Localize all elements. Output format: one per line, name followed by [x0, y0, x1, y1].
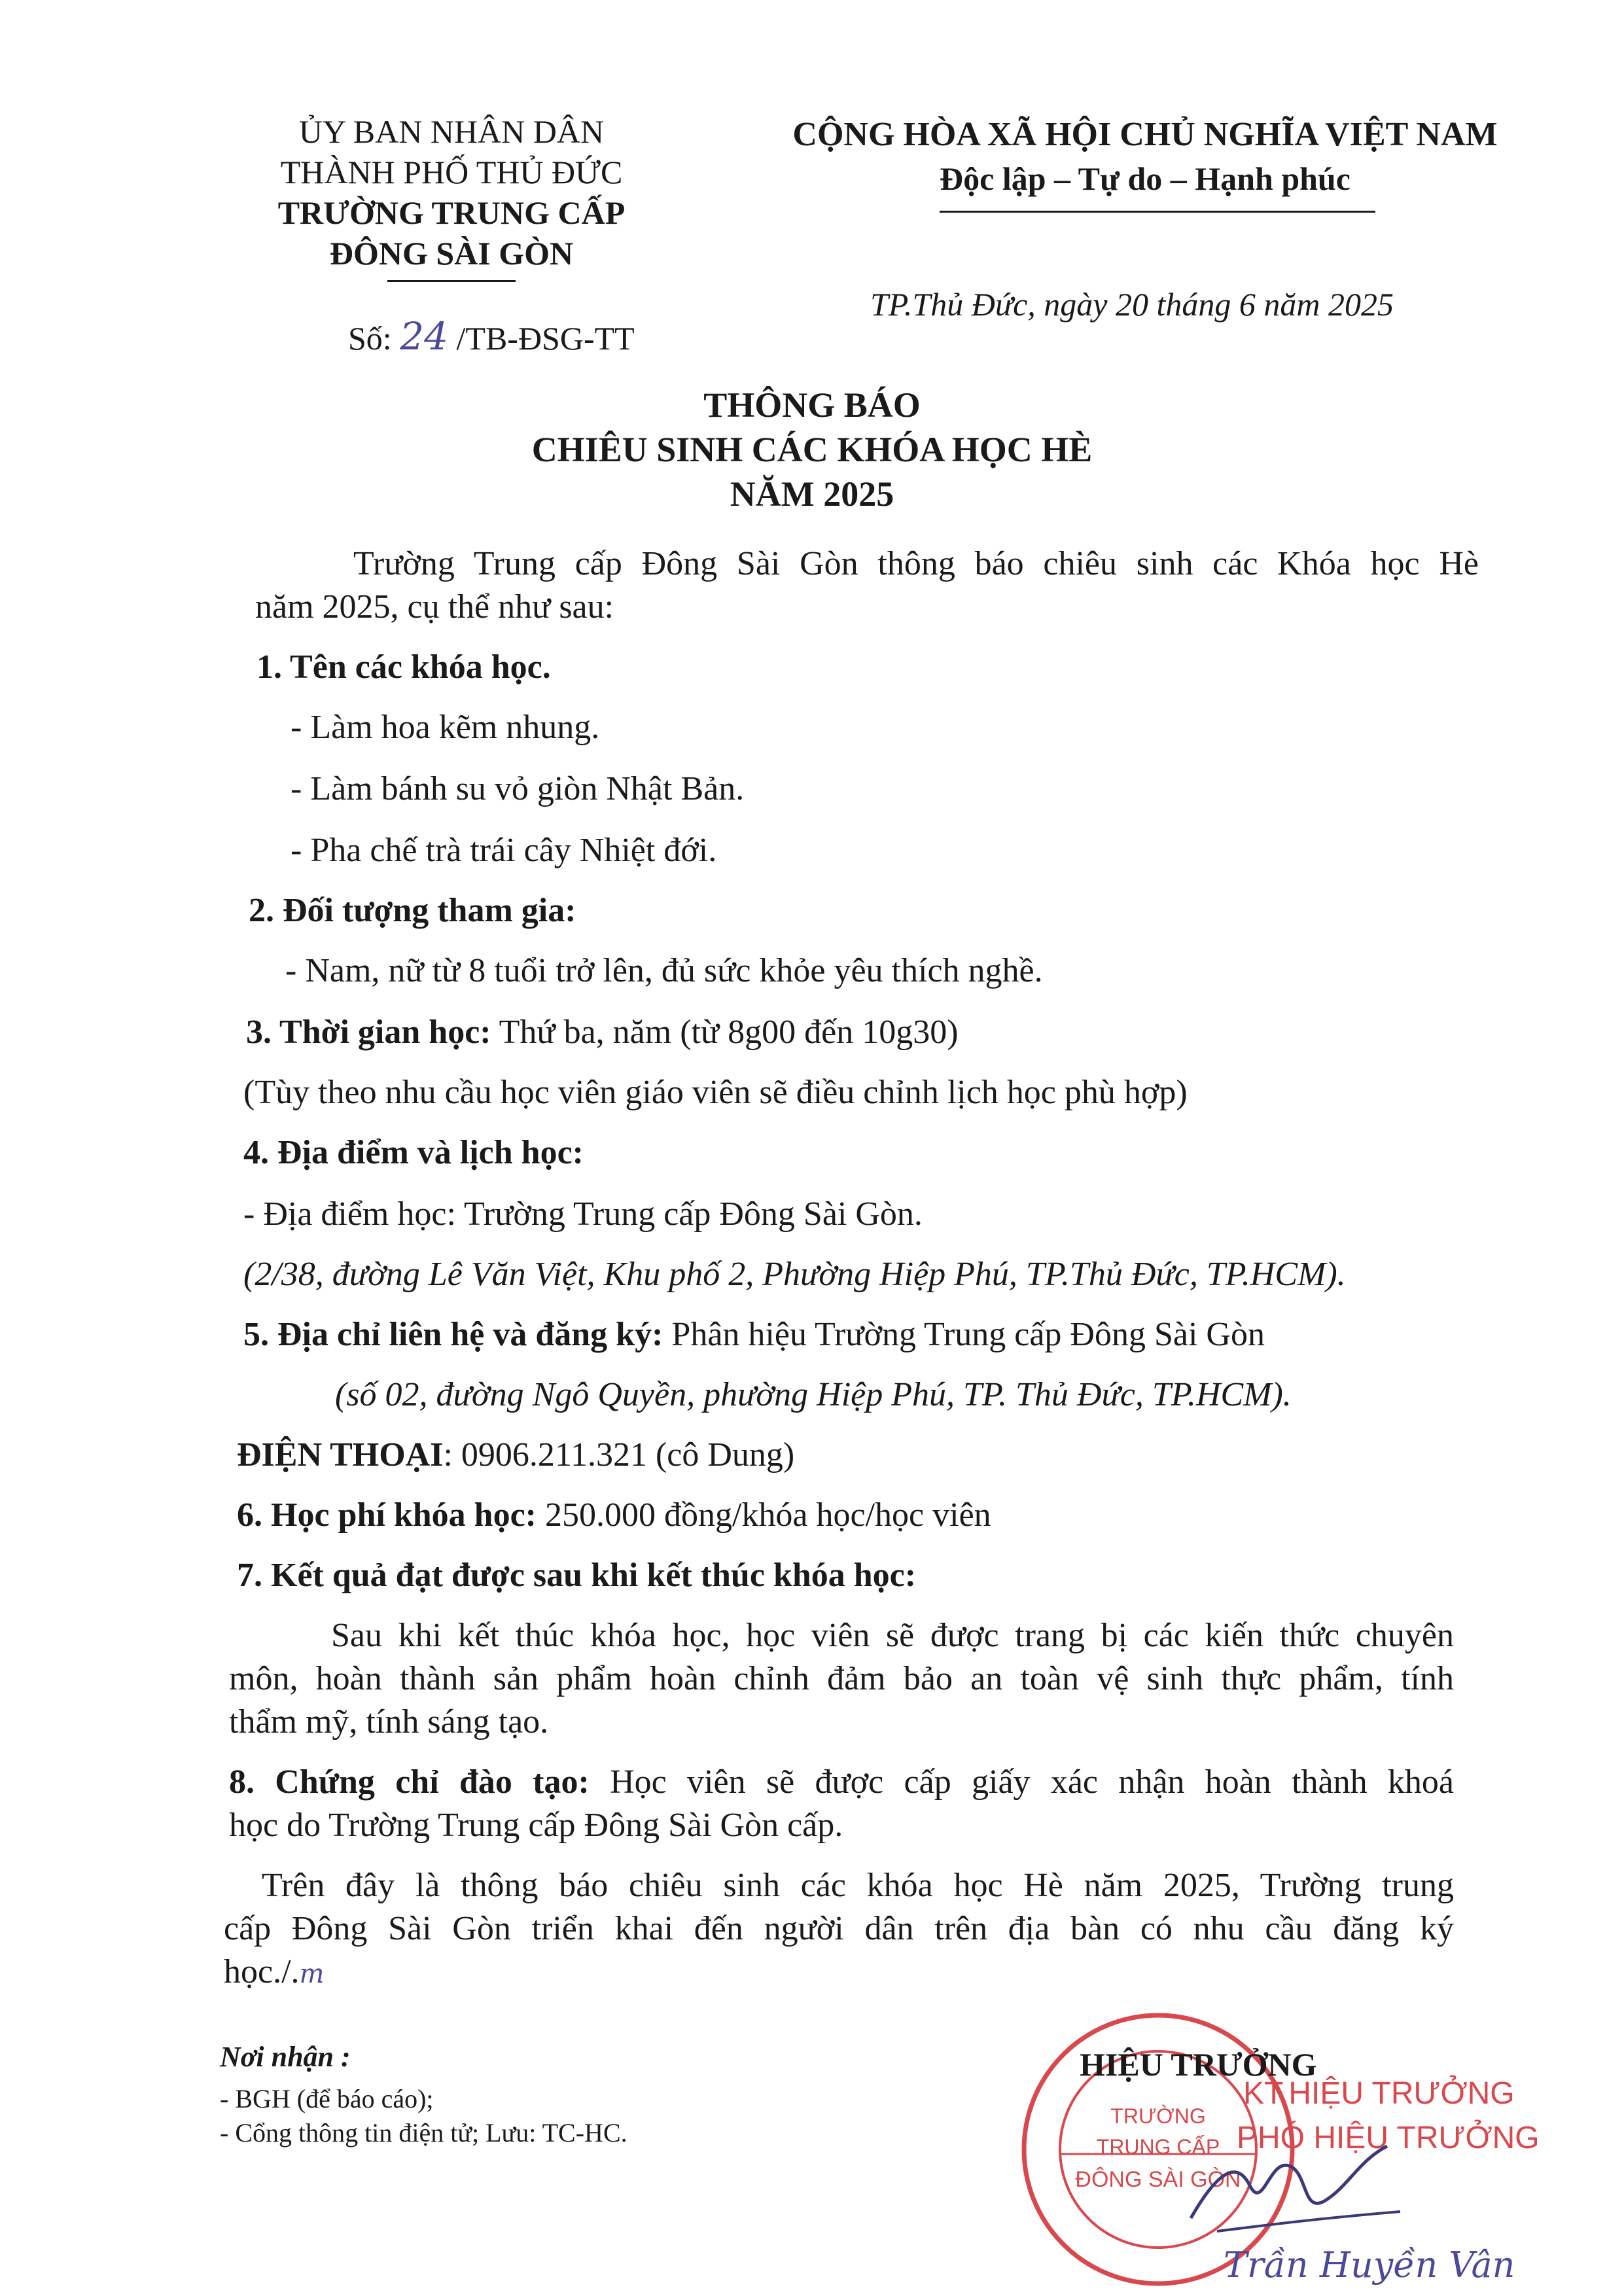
section-3-label: 3. Thời gian học: [246, 1014, 491, 1051]
section-5-line [243, 1315, 1265, 1354]
outcome-line2: môn, hoàn thành sản phẩm hoàn chỉnh đảm bảo an toàn vệ sinh thực phẩm, tính [229, 1660, 1454, 1697]
recipient-item: - Cổng thông tin điện tử; Lưu: TC-HC. [220, 2118, 627, 2147]
header-left-underline [387, 280, 516, 282]
course-item: - Làm hoa kẽm nhung. [291, 709, 600, 746]
national-motto: Độc lập – Tự do – Hạnh phúc [940, 160, 1350, 197]
section-6-label: 6. Học phí khóa học: [237, 1496, 537, 1534]
recipients-heading: Nơi nhận : [220, 2041, 351, 2073]
recipient-item: - BGH (để báo cáo); [220, 2084, 434, 2113]
course-item: - Làm bánh su vỏ giòn Nhật Bản. [291, 770, 745, 807]
section-5-text: Phân hiệu Trường Trung cấp Đông Sài Gòn [663, 1316, 1265, 1353]
section-4-heading: 4. Địa điểm và lịch học: [243, 1134, 584, 1171]
location-item: - Địa điểm học: Trường Trung cấp Đông Sài Gòn. [243, 1195, 923, 1233]
intro-line2: năm 2025, cụ thể như sau: [255, 588, 614, 626]
document-number [348, 314, 635, 359]
place-date: TP.Thủ Đức, ngày 20 tháng 6 năm 2025 [870, 286, 1394, 323]
section-8-label: 8. Chứng chỉ đào tạo: [229, 1763, 590, 1801]
signer-name: Trần Huyền Vân [1224, 2244, 1515, 2286]
doc-year: NĂM 2025 [730, 474, 894, 514]
section-3-line [246, 1013, 959, 1051]
course-item: - Pha chế trà trái cây Nhiệt đới. [291, 832, 717, 869]
phone-line [237, 1436, 794, 1474]
country-name: CỘNG HÒA XÃ HỘI CHỦ NGHĨA VIỆT NAM [792, 116, 1498, 153]
signature-title: HIỆU TRƯỞNG [1080, 2046, 1317, 2083]
number-suffix: /TB-ĐSG-TT [456, 320, 635, 357]
section-8-text: Học viên sẽ được cấp giấy xác nhận hoàn thành khoá [589, 1763, 1454, 1801]
phone-number: : 0906.211.321 (cô Dung) [443, 1436, 795, 1474]
closing-line1: Trên đây là thông báo chiêu sinh các khóa học Hè năm 2025, Trường trung [262, 1867, 1454, 1904]
handwritten-initials: m [299, 1959, 325, 1989]
number-prefix: Số: [348, 320, 392, 357]
motto-underline [940, 211, 1375, 213]
section-3-text: Thứ ba, năm (từ 8g00 đến 10g30) [491, 1014, 959, 1051]
section-2-heading: 2. Đối tượng tham gia: [249, 892, 576, 929]
section-6-line [237, 1496, 991, 1534]
tuition-fee: 250.000 đồng/khóa học/học viên [536, 1496, 991, 1534]
contact-address: (số 02, đường Ngô Quyền, phường Hiệp Phú, TP. Thủ Đức, TP.HCM). [335, 1376, 1292, 1413]
closing-line2: cấp Đông Sài Gòn triển khai đến người dân trên địa bàn có nhu cầu đăng ký [224, 1910, 1454, 1947]
stamp-role: PHÓ HIỆU TRƯỞNG [1237, 2121, 1540, 2155]
number-value: 24 [400, 314, 449, 359]
signature-scribble [1178, 2120, 1413, 2251]
city-name: THÀNH PHỐ THỦ ĐỨC [280, 154, 623, 190]
section-5-label: 5. Địa chỉ liên hệ và đăng ký: [243, 1316, 663, 1353]
section-8-line [229, 1763, 1454, 1801]
school-name-line1: TRƯỜNG TRUNG CẤP [277, 194, 626, 231]
section-7-heading: 7. Kết quả đạt được sau khi kết thúc khóa học: [237, 1557, 917, 1594]
intro-line1: Trường Trung cấp Đông Sài Gòn thông báo chiêu sinh các Khóa học Hè [353, 545, 1479, 582]
closing-line3 [224, 1952, 324, 1991]
outcome-line1: Sau khi kết thúc khóa học, học viên sẽ được trang bị các kiến thức chuyên [331, 1617, 1454, 1654]
section-8-line2: học do Trường Trung cấp Đông Sài Gòn cấp. [229, 1807, 843, 1844]
seal-text: TRƯỜNG [1110, 2104, 1206, 2128]
phone-label: ĐIỆN THOẠI [237, 1436, 444, 1474]
doc-subtitle: CHIÊU SINH CÁC KHÓA HỌC HÈ [531, 430, 1093, 469]
closing-text: học./. [224, 1953, 300, 1990]
audience-item: - Nam, nữ từ 8 tuổi trở lên, đủ sức khỏe yêu thích nghề. [285, 952, 1043, 989]
doc-title: THÔNG BÁO [703, 385, 921, 425]
outcome-line3: thẩm mỹ, tính sáng tạo. [229, 1703, 549, 1740]
school-name-line2: ĐÔNG SÀI GÒN [329, 235, 574, 272]
section-3-note: (Tùy theo nhu cầu học viên giáo viên sẽ điều chỉnh lịch học phù hợp) [243, 1074, 1188, 1111]
agency-name: ỦY BAN NHÂN DÂN [298, 113, 605, 150]
location-address: (2/38, đường Lê Văn Việt, Khu phố 2, Phường Hiệp Phú, TP.Thủ Đức, TP.HCM). [243, 1256, 1346, 1293]
stamp-kt: KT.HIỆU TRƯỞNG [1243, 2076, 1515, 2111]
section-1-heading: 1. Tên các khóa học. [256, 648, 551, 686]
seal-text: ĐÔNG SÀI GÒN [1075, 2167, 1241, 2192]
seal-text: TRUNG CẤP [1096, 2135, 1220, 2159]
